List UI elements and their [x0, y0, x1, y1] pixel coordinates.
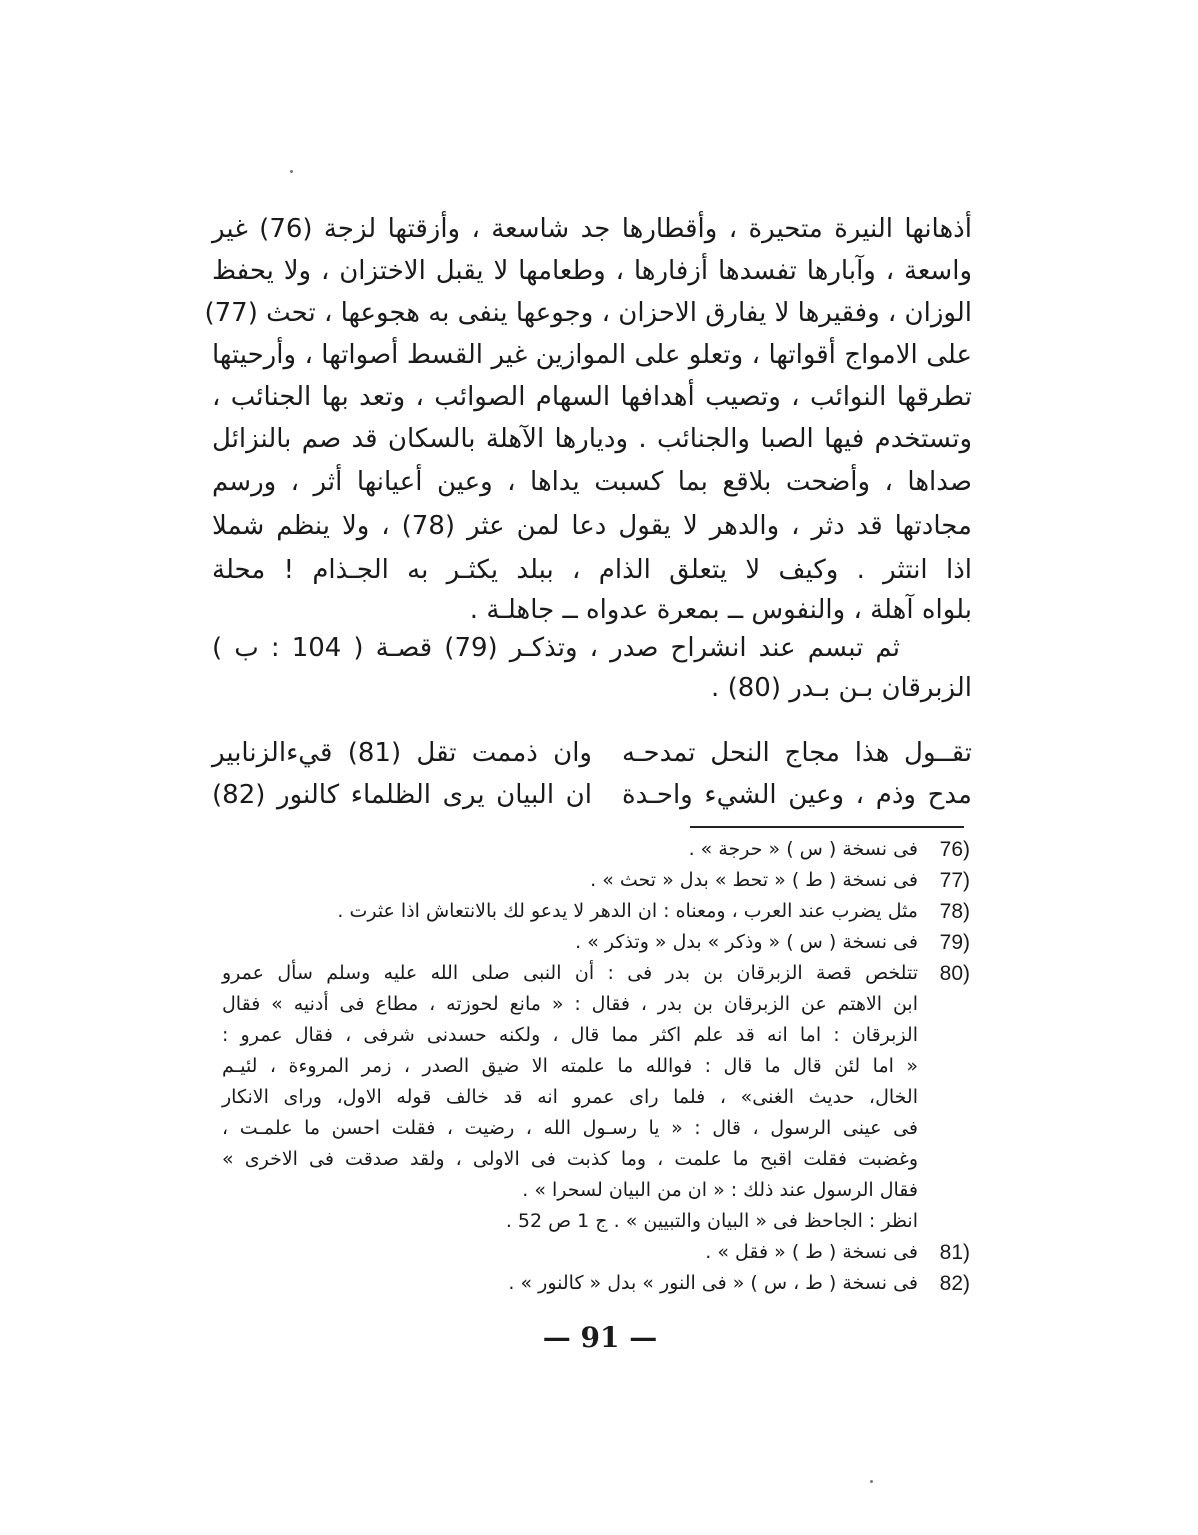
text-line: على الامواج أقواتها ، وتعلو على الموازين غير القسط أصواتها ، وأرحيتها [212, 340, 972, 370]
verse [212, 774, 972, 816]
footnote [222, 834, 970, 865]
footnote-line: تتلخص قصة الزبرقان بن بدر فى : أن النبى صلى الله عليه وسلم سأل عمرو [222, 962, 918, 984]
footnotes [222, 834, 970, 1299]
text-line: واسعة ، وآبارها تفسدها أزفارها ، وطعامها لا يقبل الاختزان ، ولا يحفظ [212, 256, 972, 286]
footnote-text [222, 958, 918, 1237]
verse-first-hemistich: مدح وذم ، وعين الشيء واحـدة [622, 780, 972, 810]
poem [212, 732, 972, 816]
footnote-text: فى نسخة ( س ) « وذكر » بدل « وتذكر » . [575, 931, 918, 953]
main-text [204, 208, 972, 708]
text-line: تطرقها النوائب ، وتصيب أهدافها السهام الصوائب ، وتعد بها الجنائب ، [212, 382, 972, 412]
text-line: مجادتها قد دثر ، والدهر لا يقول دعا لمن عثر (78) ، ولا ينظم شملا [212, 511, 972, 541]
footnote-line: الخال، حديث الغنى» ، فلما راى عمرو انه قد خالف قوله الاول، وراى الانكار [222, 1086, 918, 1108]
footnote-line: فى عينى الرسول ، قال : « يا رسـول الله ، رضيت ، فقلت احسن ما علمـت ، [222, 1117, 918, 1139]
footnote-number: 81) [939, 1241, 970, 1264]
footnote [222, 927, 970, 958]
footnote-text: فى نسخة ( ط ) « فقل » . [705, 1241, 918, 1263]
footnote-text: فى نسخة ( س ) « حرجة » . [688, 838, 918, 860]
footnote-number: 77) [939, 869, 970, 892]
footnote-number: 80) [939, 962, 970, 985]
footnote-separator [690, 826, 964, 828]
footnote [222, 865, 970, 896]
text-line: الزبرقان بـن بـدر (80) . [711, 673, 972, 703]
footnote-text: فى نسخة ( ط ، س ) « فى النور » بدل « كالنور » . [508, 1272, 918, 1294]
verse [212, 732, 972, 774]
verse-second-hemistich: ان البيان يرى الظلماء كالنور (82) [212, 780, 592, 810]
footnote-number: 82) [939, 1272, 970, 1295]
page-number: — 91 — [542, 1321, 658, 1354]
scan-speck [870, 1480, 873, 1483]
text-line: أذهانها النيرة متحيرة ، وأقطارها جد شاسعة ، وأزقتها لزجة (76) غير [212, 214, 972, 244]
footnote-line: وغضبت فقلت اقبح ما علمت ، وما كذبت فى الاولى ، ولقد صدقت فى الاخرى » [222, 1148, 918, 1170]
verse-second-hemistich: وان ذممت تقل (81) قيءالزنابير [212, 738, 592, 768]
footnote-number: 79) [939, 931, 970, 954]
footnote-line: الزبرقان : اما انه قد علم اكثر مما قال ، ولكنه حسدنى شرفى ، فقال عمرو : [222, 1024, 918, 1046]
footnote-number: 78) [939, 900, 970, 923]
footnote-number: 76) [939, 838, 970, 861]
text-line: ثم تبسم عند انشراح صدر ، وتذكـر (79) قصـة ( 104 : ب ) [212, 633, 900, 663]
footnote-line: ابن الاهتم عن الزبرقان بن بدر ، فقال : « مانع لحوزته ، مطاع فى أدنيه » فقال [222, 993, 918, 1015]
text-line: صداها ، وأضحت بلاقع بما كسبت يداها ، وعين أعيانها أثر ، ورسم [212, 467, 972, 497]
footnote [222, 896, 970, 927]
footnote-text: مثل يضرب عند العرب ، ومعناه : ان الدهر لا يدعو لك بالانتعاش اذا عثرت . [337, 900, 918, 922]
footnote [222, 958, 970, 1237]
text-line: اذا انتثر . وكيف لا يتعلق الذام ، ببلد يكثـر به الجـذام ! محلة [212, 555, 972, 585]
scan-speck [290, 170, 293, 173]
text-line: بلواه آهلة ، والنفوس ــ بمعرة عدواه ــ جاهلـة . [469, 595, 972, 625]
footnote-text: فى نسخة ( ط ) « تحط » بدل « تحث » . [590, 869, 918, 891]
footnote-line: « اما لئن قال ما قال : فوالله ما علمته الا ضيق الصدر ، زمر المروءة ، لئيـم [222, 1055, 918, 1077]
footnote-line: انظر : الجاحظ فى « البيان والتبيين » . ج 1 ص 52 . [505, 1210, 918, 1232]
verse-first-hemistich: تقــول هذا مجاج النحل تمدحـه [622, 738, 972, 768]
footnote [222, 1268, 970, 1299]
text-line: وتستخدم فيها الصبا والجنائب . وديارها الآهلة بالسكان قد صم بالنزائل [212, 424, 972, 454]
text-line: الوزان ، وفقيرها لا يفارق الاحزان ، وجوعها ينفى به هجوعها ، تحث (77) [204, 298, 972, 328]
footnote-line: فقال الرسول عند ذلك : « ان من البيان لسحرا » . [522, 1179, 918, 1201]
footnote [222, 1237, 970, 1268]
